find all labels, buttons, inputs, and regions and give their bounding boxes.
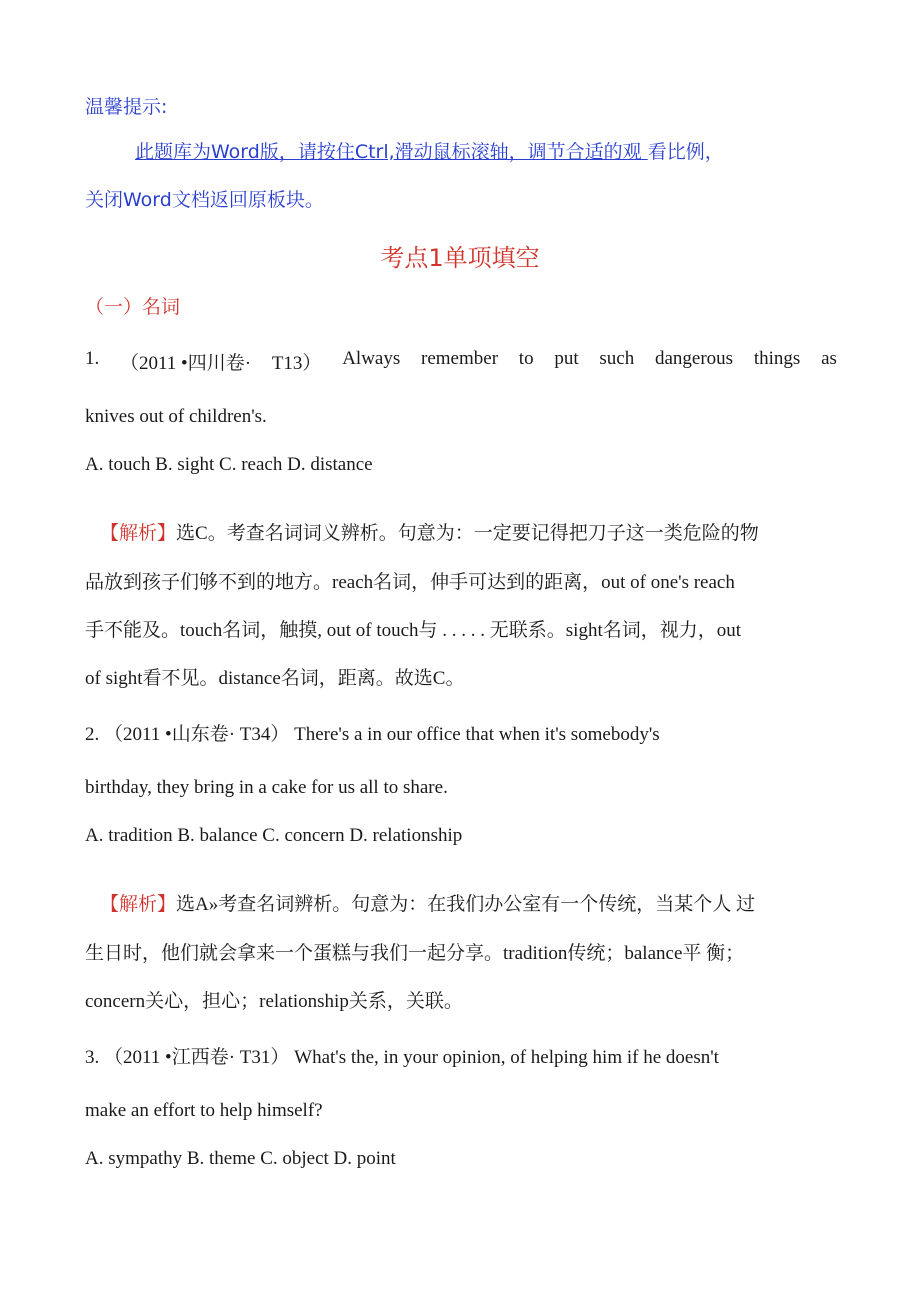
q1-word: （2011 •四川卷· <box>120 353 252 374</box>
question-2-analysis-line-3: concern关心，担心；relationship关系，关联。 <box>85 991 463 1012</box>
q1-word: T13） <box>271 353 322 374</box>
question-2-line-2: birthday, they bring in a cake for us all to share. <box>85 777 448 798</box>
q1-word: as <box>821 348 837 369</box>
tip-line-1 <box>135 137 724 164</box>
analysis-tag: 【解析】 <box>100 894 177 915</box>
question-3-line-2: make an effort to help himself? <box>85 1100 323 1121</box>
page-title: 考点1单项填空 <box>380 244 540 272</box>
tip-line-2: 关闭Word文档返回原板块。 <box>85 189 324 211</box>
q1-word: remember <box>421 348 499 369</box>
q1-word: to <box>518 348 534 369</box>
question-1-analysis-line-3: 手不能及。touch名词，触摸, out of touch与 . . . . . 无联系。sight名词，视力，out <box>85 620 742 641</box>
question-3-line-1: 3. （2011 •江西卷· T31） What's the, in your opinion, of helping him if he doesn't <box>85 1047 719 1068</box>
analysis-text: 选A»考查名词辨析。句意为：在我们办公室有一个传统，当某个人 过 <box>176 894 755 915</box>
question-1-analysis-line-2: 品放到孩子们够不到的地方。reach名词，伸手可达到的距离，out of one's reach <box>85 572 735 593</box>
q1-word: dangerous <box>654 348 734 369</box>
question-2-analysis-line-2: 生日时，他们就会拿来一个蛋糕与我们一起分享。tradition传统；balance平 衡； <box>85 943 745 964</box>
tip-line-1-rest: 看比例， <box>647 141 724 163</box>
section-title: （一）名词 <box>85 296 181 318</box>
question-2-options: A. tradition B. balance C. concern D. relationship <box>85 825 463 846</box>
q1-word: put <box>554 348 579 369</box>
q1-word: such <box>599 348 635 369</box>
question-1-options: A. touch B. sight C. reach D. distance <box>85 454 373 475</box>
question-3-options: A. sympathy B. theme C. object D. point <box>85 1148 396 1169</box>
q1-word: things <box>753 348 801 369</box>
question-1-analysis-line-1 <box>100 518 759 545</box>
question-2-line-1: 2. （2011 •山东卷· T34） There's a in our office that when it's somebody's <box>85 724 660 745</box>
analysis-tag: 【解析】 <box>100 523 177 544</box>
analysis-text: 选C。考查名词词义辨析。句意为：一定要记得把刀子这一类危险的物 <box>176 523 759 544</box>
q1-word: 1. <box>85 348 100 369</box>
tip-instruction-link[interactable]: 此题库为Word版，请按住Ctrl,滑动鼠标滚轴，调节合适的观 <box>135 141 648 163</box>
question-1-line-2: knives out of children's. <box>85 406 267 427</box>
question-1-line-1 <box>85 348 837 375</box>
question-1-analysis-line-4: of sight看不见。distance名词，距离。故选C。 <box>85 668 465 689</box>
q1-word: Always <box>342 348 401 369</box>
tip-title: 温馨提示: <box>85 96 168 118</box>
question-2-analysis-line-1 <box>100 889 755 916</box>
